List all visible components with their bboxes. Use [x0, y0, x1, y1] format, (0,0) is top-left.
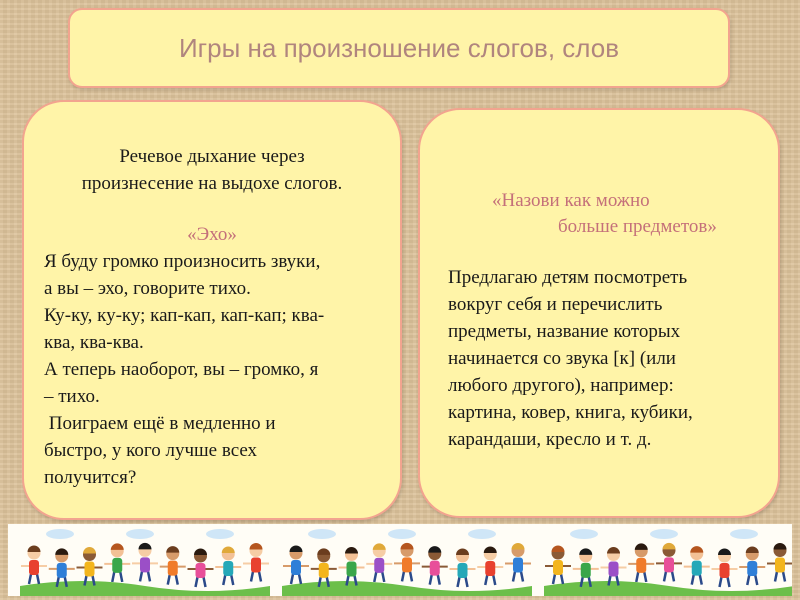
cloud-decoration: [650, 529, 678, 539]
slide-title: Игры на произношение слогов, слов: [178, 32, 620, 63]
echo-line: ква, ква-ква.: [44, 332, 144, 353]
child-figure: [215, 546, 241, 585]
echo-line: быстро, у кого лучше всех: [44, 440, 258, 461]
child-figure: [366, 543, 392, 582]
echo-line: Я буду громко произносить звуки,: [44, 251, 321, 272]
echo-line: получится?: [44, 467, 137, 488]
name-objects-line: Предлагаю детям посмотреть: [448, 267, 688, 288]
cloud-decoration: [730, 529, 758, 539]
children-holding-hands-border: [8, 524, 792, 596]
name-objects-line: вокруг себя и перечислить: [448, 294, 663, 315]
title-banner: [68, 8, 730, 88]
intro-line-1: Речевое дыхание через: [119, 146, 305, 167]
child-figure: [311, 548, 337, 587]
child-figure: [505, 543, 531, 582]
name-objects-title-line-2: больше предметов»: [558, 216, 717, 237]
echo-game-title: «Эхо»: [187, 224, 237, 245]
echo-game-card: [22, 100, 402, 520]
cloud-decoration: [126, 529, 154, 539]
child-figure: [77, 547, 103, 586]
child-figure: [104, 543, 130, 582]
child-figure: [160, 546, 186, 585]
child-figure: [739, 546, 765, 585]
child-figure: [450, 548, 476, 587]
child-figure: [49, 548, 75, 587]
child-figure: [21, 546, 47, 585]
child-figure: [477, 546, 503, 585]
cloud-decoration: [388, 529, 416, 539]
child-figure: [545, 546, 571, 585]
child-figure: [656, 543, 682, 582]
cloud-decoration: [468, 529, 496, 539]
child-figure: [132, 543, 158, 582]
child-figure: [283, 546, 309, 585]
name-objects-title-line-1: «Назови как можно: [492, 190, 650, 211]
cloud-decoration: [570, 529, 598, 539]
cloud-decoration: [46, 529, 74, 539]
name-objects-line: любого другого), например:: [448, 375, 674, 396]
child-figure: [339, 547, 365, 586]
child-figure: [684, 546, 710, 585]
echo-line: а вы – эхо, говорите тихо.: [44, 278, 251, 299]
name-objects-line: карандаши, кресло и т. д.: [448, 429, 652, 450]
echo-line: Поиграем ещё в медленно и: [44, 413, 276, 434]
child-figure: [573, 548, 599, 587]
child-figure: [767, 543, 792, 582]
children-illustration: [8, 524, 792, 596]
child-figure: [188, 548, 214, 587]
cloud-decoration: [206, 529, 234, 539]
child-figure: [628, 543, 654, 582]
child-figure: [712, 548, 738, 587]
name-objects-game-card: [418, 108, 780, 518]
name-objects-line: картина, ковер, книга, кубики,: [448, 402, 693, 423]
intro-line-2: произнесение на выдохе слогов.: [81, 173, 343, 194]
echo-line: Ку-ку, ку-ку; кап-кап, кап-кап; ква-: [44, 305, 325, 326]
child-figure: [422, 546, 448, 585]
child-figure: [394, 543, 420, 582]
name-objects-line: начинается со звука [к] (или: [448, 348, 676, 369]
child-figure: [243, 543, 269, 582]
name-objects-line: предметы, название которых: [448, 321, 681, 342]
cloud-decoration: [308, 529, 336, 539]
echo-line: – тихо.: [44, 386, 100, 407]
echo-line: А теперь наоборот, вы – громко, я: [44, 359, 319, 380]
child-figure: [601, 547, 627, 586]
